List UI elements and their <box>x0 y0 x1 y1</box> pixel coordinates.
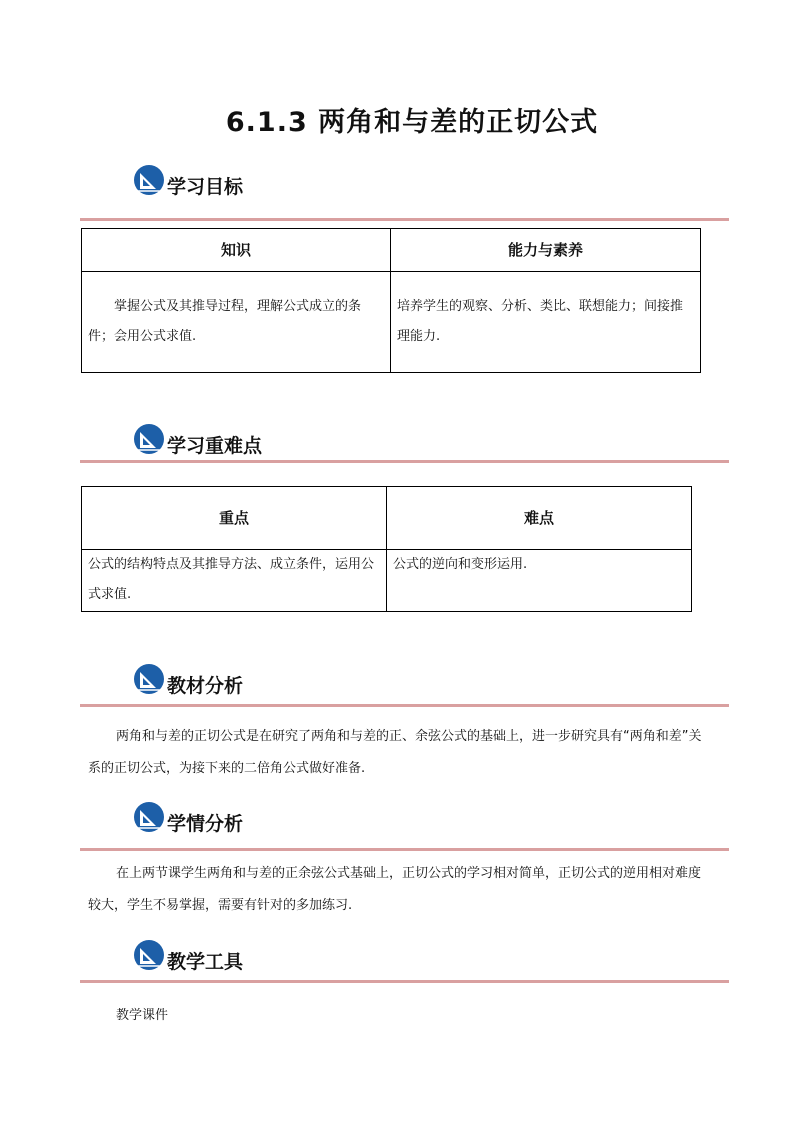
ruler-triangle-icon <box>133 801 165 833</box>
key-points-cell-focus: 公式的结构特点及其推导方法、成立条件，运用公式求值. <box>82 550 387 612</box>
section-title: 学情分析 <box>167 813 244 835</box>
ruler-triangle-icon <box>133 939 165 971</box>
objectives-cell-ability: 培养学生的观察、分析、类比、联想能力；间接推理能力. <box>391 272 701 373</box>
section-title: 学习目标 <box>167 176 244 198</box>
section-divider <box>80 218 729 221</box>
section-title: 学习重难点 <box>167 435 263 457</box>
key-points-cell-difficulty: 公式的逆向和变形运用. <box>387 550 692 612</box>
key-points-header-focus: 重点 <box>82 487 387 550</box>
objectives-header-knowledge: 知识 <box>82 229 391 272</box>
section-title: 教材分析 <box>167 675 244 697</box>
section-divider <box>80 704 729 707</box>
students-paragraph: 在上两节课学生两角和与差的正余弦公式基础上，正切公式的学习相对简单，正切公式的逆用相对难度较大，学生不易掌握，需要有针对的多加练习. <box>88 866 702 913</box>
section-title: 教学工具 <box>167 951 244 973</box>
key-points-header-difficulty: 难点 <box>387 487 692 550</box>
section-divider <box>80 848 729 851</box>
material-paragraph: 两角和与差的正切公式是在研究了两角和与差的正、余弦公式的基础上，进一步研究具有“两角和差”关系的正切公式，为接下来的二倍角公式做好准备. <box>88 729 702 776</box>
tools-text: 教学课件 <box>116 1008 169 1023</box>
section-divider <box>80 460 729 463</box>
section-divider <box>80 980 729 983</box>
objectives-header-ability: 能力与素养 <box>391 229 701 272</box>
ruler-triangle-icon <box>133 164 165 196</box>
page-title: 6.1.3 两角和与差的正切公式 <box>225 107 599 138</box>
key-points-table <box>81 486 692 612</box>
objectives-table <box>81 228 701 373</box>
objectives-cell-knowledge: 掌握公式及其推导过程，理解公式成立的条件；会用公式求值. <box>82 272 391 373</box>
ruler-triangle-icon <box>133 423 165 455</box>
ruler-triangle-icon <box>133 663 165 695</box>
